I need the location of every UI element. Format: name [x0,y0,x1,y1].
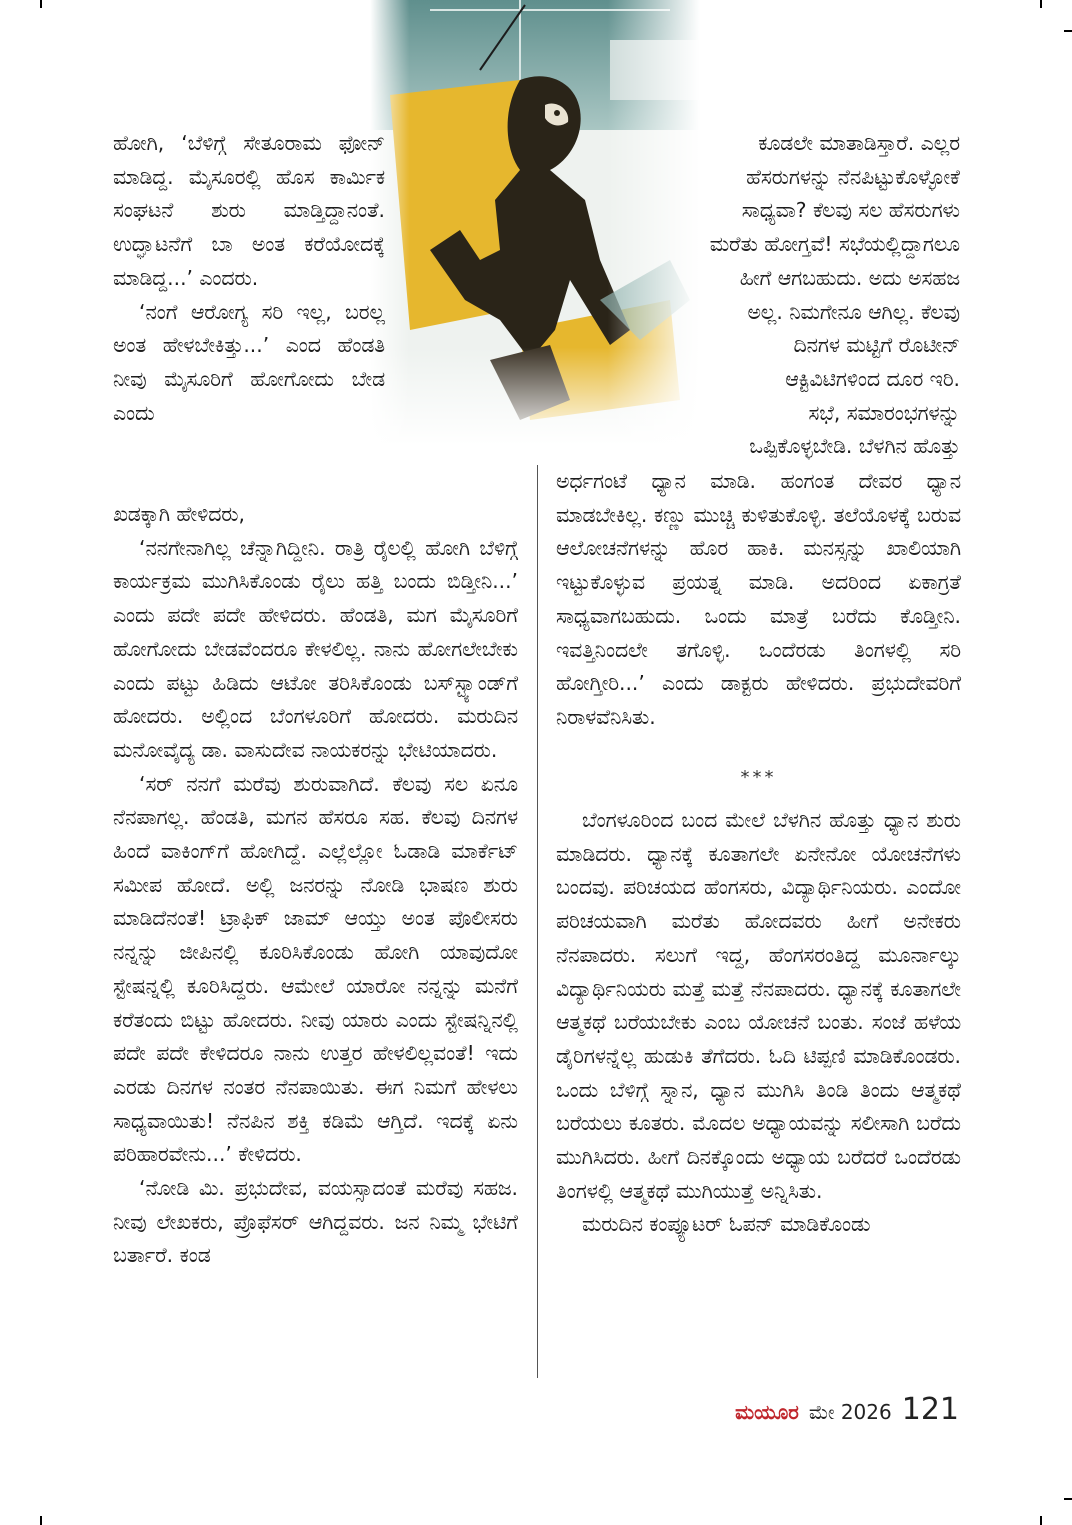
right-column-mid [556,465,961,735]
text-line: ಕೂಡಲೇ ಮಾತಾಡಿಸ್ತಾರೆ. ಎಲ್ಲರ [758,131,960,155]
left-column-main [113,498,518,1273]
text-line: ಹೀಗೆ ಆಗಬಹುದು. ಅದು ಅಸಹಜ [739,265,960,290]
section-separator: *** [740,767,777,788]
crop-mark-bottom-right [1040,1516,1042,1525]
text-line: ಹೆಸರುಗಳನ್ನು ನೆನಪಿಟ್ಟುಕೊಳ್ಳೋಕೆ [746,164,960,189]
right-column-top [620,127,960,464]
magazine-logo: ಮಯೂರ [735,1400,799,1424]
column-divider [537,465,538,1378]
text-line: ಆಕ್ಟಿವಿಟಿಗಳಿಂದ ದೂರ ಇರಿ. [785,366,960,391]
crop-mark-top-right [1040,0,1042,8]
right-column-bottom [556,804,961,1242]
paragraph: ಹೋಗಿ, ‘ಬೆಳಿಗ್ಗೆ ಸೇತೂರಾಮ ಫೋನ್ ಮಾಡಿದ್ದ. ಮೈಸೂರಲ್ಲಿ ಹೊಸ ಕಾರ್ಮಿಕ ಸಂಘಟನೆ ಶುರು ಮಾಡ್ತಿದ್ದಾನಂತೆ. ಉದ್ಘಾಟನೆಗೆ ಬಾ ಅಂತ ಕರೆಯೋದಕ್ಕೆ ಮಾಡಿದ್ದ...’ ಎಂದರು. [113,131,385,290]
paragraph: ಅರ್ಧಗಂಟೆ ಧ್ಯಾನ ಮಾಡಿ. ಹಂಗಂತ ದೇವರ ಧ್ಯಾನ ಮಾಡಬೇಕಿಲ್ಲ. ಕಣ್ಣು ಮುಚ್ಚಿ ಕುಳಿತುಕೊಳ್ಳಿ. ತಲೆಯೊಳಕ್ಕೆ ಬರುವ ಆಲೋಚನೆಗಳನ್ನು ಹೊರ ಹಾಕಿ. ಮನಸ್ಸನ್ನು ಖಾಲಿಯಾಗಿ ಇಟ್ಟುಕೊಳ್ಳುವ ಪ್ರಯತ್ನ ಮಾಡಿ. ಅದರಿಂದ ಏಕಾಗ್ರತೆ ಸಾಧ್ಯವಾಗಬಹುದು. ಒಂದು ಮಾತ್ರೆ ಬರೆದು ಕೊಡ್ತೀನಿ. ಇವತ್ತಿನಿಂದಲೇ ತಗೊಳ್ಳಿ. ಒಂದೆರಡು ತಿಂಗಳಲ್ಲಿ ಸರಿ ಹೋಗ್ತೀರಿ...’ ಎಂದು ಡಾಕ್ಟರು ಹೇಳಿದರು. ಪ್ರಭುದೇವರಿಗೆ ನಿರಾಳವೆನಿಸಿತು. [556,469,961,729]
crop-mark-right-bottom [1064,1498,1072,1500]
paragraph: ‘ಸರ್ ನನಗೆ ಮರೆವು ಶುರುವಾಗಿದೆ. ಕೆಲವು ಸಲ ಏನೂ ನೆನಪಾಗಲ್ಲ. ಹೆಂಡತಿ, ಮಗನ ಹೆಸರೂ ಸಹ. ಕೆಲವು ದಿನಗಳ ಹಿಂದೆ ವಾಕಿಂಗ್‌ಗೆ ಹೋಗಿದ್ದೆ. ಎಲ್ಲೆಲ್ಲೋ ಓಡಾಡಿ ಮಾರ್ಕೆಟ್ ಸಮೀಪ ಹೋದೆ. ಅಲ್ಲಿ ಜನರನ್ನು ನೋಡಿ ಭಾಷಣ ಶುರು ಮಾಡಿದೆನಂತೆ! ಟ್ರಾಫಿಕ್ ಜಾಮ್ ಆಯ್ತು ಅಂತ ಪೊಲೀಸರು ನನ್ನನ್ನು ಜೀಪಿನಲ್ಲಿ ಕೂರಿಸಿಕೊಂಡು ಹೋಗಿ ಯಾವುದೋ ಸ್ಟೇಷನ್ನಲ್ಲಿ ಕೂರಿಸಿದ್ದರು. ಆಮೇಲೆ ಯಾರೋ ನನ್ನನ್ನು ಮನೆಗೆ ಕರೆತಂದು ಬಿಟ್ಟು ಹೋದರು. ನೀವು ಯಾರು ಎಂದು ಸ್ಟೇಷನ್ನಿನಲ್ಲಿ ಪದೇ ಪದೇ ಕೇಳಿದರೂ ನಾನು ಉತ್ತರ ಹೇಳಲಿಲ್ಲವಂತೆ! ಇದು ಎರಡು ದಿನಗಳ ನಂತರ ನೆನಪಾಯಿತು. ಈಗ ನಿಮಗೆ ಹೇಳಲು ಸಾಧ್ಯವಾಯಿತು! ನೆನಪಿನ ಶಕ್ತಿ ಕಡಿಮೆ ಆಗ್ತಿದೆ. ಇದಕ್ಕೆ ಏನು ಪರಿಹಾರವೇನು...’ ಕೇಳಿದರು. [113,771,518,1167]
text-line: ಒಪ್ಪಿಕೊಳ್ಳಬೇಡಿ. ಬೆಳಗಿನ ಹೊತ್ತು [749,434,960,459]
text-line: ದಿನಗಳ ಮಟ್ಟಿಗೆ ರೊಟೀನ್ [793,333,960,358]
paragraph: ‘ನಂಗೆ ಆರೋಗ್ಯ ಸರಿ ಇಲ್ಲ, ಬರಲ್ಲ ಅಂತ ಹೇಳಬೇಕಿತ್ತು...’ ಎಂದ ಹೆಂಡತಿ ನೀವು ಮೈಸೂರಿಗೆ ಹೋಗೋದು ಬೇಡ ಎಂದು [113,299,385,425]
text-line: ಅಲ್ಲ. ನಿಮಗೇನೂ ಆಗಿಲ್ಲ. ಕೆಲವು [747,299,960,324]
text-line: ಮರೆತು ಹೋಗ್ತವೆ! ಸಭೆಯಲ್ಲಿದ್ದಾಗಲೂ [709,232,960,257]
paragraph: ಮರುದಿನ ಕಂಪ್ಯೂಟರ್ ಓಪನ್ ಮಾಡಿಕೊಂಡು [582,1212,871,1237]
paragraph: ‘ನನಗೇನಾಗಿಲ್ಲ ಚೆನ್ನಾಗಿದ್ದೀನಿ. ರಾತ್ರಿ ರೈಲಲ್ಲಿ ಹೋಗಿ ಬೆಳಿಗ್ಗೆ ಕಾರ್ಯಕ್ರಮ ಮುಗಿಸಿಕೊಂಡು ರೈಲು ಹತ್ತಿ ಬಂದು ಬಿಡ್ತೀನಿ...’ ಎಂದು ಪದೇ ಪದೇ ಹೇಳಿದರು. ಹೆಂಡತಿ, ಮಗ ಮೈಸೂರಿಗೆ ಹೋಗೋದು ಬೇಡವೆಂದರೂ ಕೇಳಲಿಲ್ಲ. ನಾನು ಹೋಗಲೇಬೇಕು ಎಂದು ಪಟ್ಟು ಹಿಡಿದು ಆಟೋ ತರಿಸಿಕೊಂಡು ಬಸ್‌ಸ್ಟ್ಯಾಂಡ್‌ಗೆ ಹೋದರು. ಅಲ್ಲಿಂದ ಬೆಂಗಳೂರಿಗೆ ಹೋದರು. ಮರುದಿನ ಮನೋವೈದ್ಯ ಡಾ. ವಾಸುದೇವ ನಾಯಕರನ್ನು ಭೇಟಿಯಾದರು. [113,535,518,762]
text-line: ಸಾಧ್ಯವಾ? ಕೆಲವು ಸಲ ಹೆಸರುಗಳು [741,198,960,223]
crop-mark-right-top [1064,30,1072,32]
page-number: 121 [901,1392,959,1427]
issue-date: ಮೇ 2026 [808,1400,892,1424]
crop-mark-bottom-left [40,1516,42,1525]
page-footer [735,1392,959,1427]
paragraph: ಖಡಕ್ಕಾಗಿ ಹೇಳಿದರು, [113,502,245,526]
crop-mark-top-left [40,0,42,8]
paragraph: ‘ನೋಡಿ ಮಿ. ಪ್ರಭುದೇವ, ವಯಸ್ಸಾದಂತೆ ಮರೆವು ಸಹಜ. ನೀವು ಲೇಖಕರು, ಪ್ರೊಫೆಸರ್ ಆಗಿದ್ದವರು. ಜನ ನಿಮ್ಮ ಭೇಟಿಗೆ ಬರ್ತಾರೆ. ಕಂಡ [113,1176,518,1268]
text-line: ಸಭೆ, ಸಮಾರಂಭಗಳನ್ನು [808,400,960,425]
left-column-top [113,127,385,430]
paragraph: ಬೆಂಗಳೂರಿಂದ ಬಂದ ಮೇಲೆ ಬೆಳಗಿನ ಹೊತ್ತು ಧ್ಯಾನ ಶುರು ಮಾಡಿದರು. ಧ್ಯಾನಕ್ಕೆ ಕೂತಾಗಲೇ ಏನೇನೋ ಯೋಚನೆಗಳು ಬಂದವು. ಪರಿಚಯದ ಹೆಂಗಸರು, ವಿದ್ಯಾರ್ಥಿನಿಯರು. ಎಂದೋ ಪರಿಚಯವಾಗಿ ಮರೆತು ಹೋದವರು ಹೀಗೆ ಅನೇಕರು ನೆನಪಾದರು. ಸಲುಗೆ ಇದ್ದ, ಹೆಂಗಸರಂತಿದ್ದ ಮೂರ್ನಾಲ್ಕು ವಿದ್ಯಾರ್ಥಿನಿಯರು ಮತ್ತೆ ಮತ್ತೆ ನೆನಪಾದರು. ಧ್ಯಾನಕ್ಕೆ ಕೂತಾಗಲೇ ಆತ್ಮಕಥೆ ಬರೆಯಬೇಕು ಎಂಬ ಯೋಚನೆ ಬಂತು. ಸಂಜೆ ಹಳೆಯ ಡೈರಿಗಳನ್ನೆಲ್ಲ ಹುಡುಕಿ ತೆಗೆದರು. ಓದಿ ಟಿಪ್ಪಣಿ ಮಾಡಿಕೊಂಡರು. ಒಂದು ಬೆಳಿಗ್ಗೆ ಸ್ನಾನ, ಧ್ಯಾನ ಮುಗಿಸಿ ತಿಂಡಿ ತಿಂದು ಆತ್ಮಕಥೆ ಬರೆಯಲು ಕೂತರು. ಮೊದಲ ಅಧ್ಯಾಯವನ್ನು ಸಲೀಸಾಗಿ ಬರೆದು ಮುಗಿಸಿದರು. ಹೀಗೆ ದಿನಕ್ಕೊಂದು ಅಧ್ಯಾಯ ಬರೆದರೆ ಒಂದೆರಡು ತಿಂಗಳಲ್ಲಿ ಆತ್ಮಕಥೆ ಮುಗಿಯುತ್ತೆ ಅನ್ನಿಸಿತು. [556,808,961,1203]
